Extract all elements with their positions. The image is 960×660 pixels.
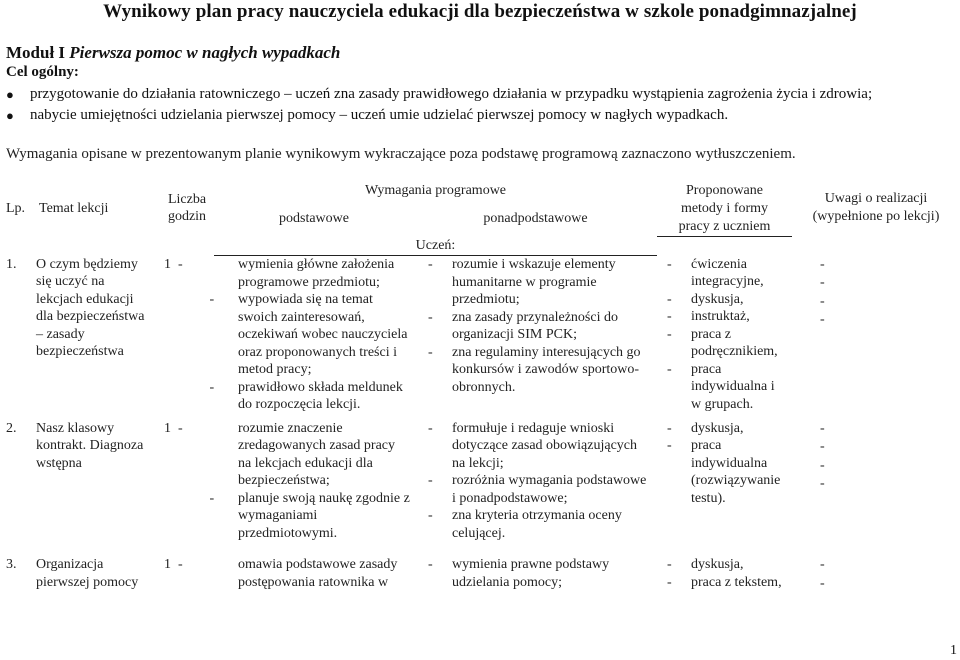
header-requirements: Wymagania programowe — [364, 183, 507, 198]
plan-table — [0, 180, 960, 593]
row-notes: - - - - — [820, 256, 825, 327]
list-item: - zna kryteria otrzymania oceny celującej. — [428, 508, 622, 541]
goal-list — [6, 84, 872, 126]
row-methods — [657, 256, 792, 420]
row-hours: 1 - — [164, 420, 183, 436]
document-title: Wynikowy plan pracy nauczyciela edukacji dla bezpieczeństwa w szkole ponadgimnazjalnej — [103, 1, 857, 22]
list-item: - praca z podręcznikiem, — [667, 326, 778, 359]
row-notes: - - — [820, 557, 825, 591]
bullet-icon: ● — [6, 86, 14, 102]
page-number: 1 — [950, 643, 957, 658]
row-methods — [657, 420, 792, 557]
list-item: - dyskusja, — [667, 557, 744, 572]
module-name: Pierwsza pomoc w nagłych wypadkach — [69, 43, 341, 62]
table-row — [0, 420, 960, 557]
list-item: - wymienia prawne podstawy udzielania pomocy; — [428, 557, 610, 590]
header-student: Uczeń: — [214, 237, 657, 256]
bullet-icon: ● — [6, 107, 14, 123]
row-lp: 2. — [6, 420, 17, 436]
row-topic: Nasz klasowy kontrakt. Diagnoza wstępna — [36, 420, 144, 471]
list-item: - ćwiczenia integracyjne, — [667, 256, 764, 289]
row-basic-requirements — [214, 556, 414, 593]
list-item: - praca z tekstem, — [667, 574, 782, 590]
row-methods — [657, 556, 792, 593]
row-hours: 1 - — [164, 557, 183, 572]
header-topic: Temat lekcji — [39, 201, 109, 216]
row-basic-requirements — [192, 256, 414, 420]
row-advanced-requirements — [414, 420, 657, 557]
list-item: rozumie znaczenie zredagowanych zasad pracy na lekcjach edukacji dla bezpieczeństwa; — [238, 420, 396, 488]
list-item: wymienia główne założenia programowe przedmiotu; — [238, 257, 395, 290]
header-basic: podstawowe — [279, 210, 349, 226]
list-item: - rozumie i wskazuje elementy humanitarne w programie przedmiotu; — [428, 257, 616, 307]
list-item: - praca indywidualna i w grupach. — [667, 361, 775, 412]
row-basic-requirements — [192, 420, 414, 557]
row-lp: 1. — [6, 256, 17, 272]
header-notes: Uwagi o realizacji (wypełnione po lekcji) — [812, 191, 940, 224]
list-item: - prawidłowo składa meldunek do rozpoczęcia lekcji. — [192, 379, 403, 412]
header-methods: Proponowane metody i formy pracy z uczniem — [657, 180, 792, 237]
table-row — [0, 556, 960, 593]
row-topic: O czym będziemy się uczyć na lekcjach edukacji dla bezpieczeństwa – zasady bezpieczeństwa — [36, 256, 145, 359]
row-lp: 3. — [6, 557, 17, 572]
row-advanced-requirements — [414, 556, 657, 593]
table-header-row — [0, 180, 960, 210]
module-label: Moduł I — [6, 43, 66, 62]
row-topic: Organizacja pierwszej pomocy — [36, 557, 139, 590]
list-item: - zna zasady przynależności do organizacji SIM PCK; — [428, 309, 618, 342]
module-heading — [6, 43, 340, 63]
requirements-note: Wymagania opisane w prezentowanym planie wynikowym wykraczające poza podstawę programową zaznaczono wytłuszczeniem. — [6, 146, 796, 162]
goal-item — [6, 105, 872, 126]
row-advanced-requirements — [414, 256, 657, 420]
goal-item — [6, 84, 872, 105]
goal-text: nabycie umiejętności udzielania pierwszej pomocy – uczeń umie udzielać pierwszej pomocy w nagłych wypadkach. — [30, 107, 729, 123]
goal-text: przygotowanie do działania ratowniczego – uczeń zna zasady prawidłowego działania w przypadku wystąpienia zagrożenia życia i zdrowia; — [30, 86, 873, 102]
row-notes: - - - - — [820, 420, 825, 491]
list-item: - planuje swoją naukę zgodnie z wymaganiami przedmiotowymi. — [192, 490, 410, 541]
list-item: - instruktaż, — [667, 309, 750, 324]
header-advanced: ponadpodstawowe — [483, 210, 588, 226]
list-item: - rozróżnia wymagania podstawowe i ponadpodstawowe; — [428, 473, 647, 506]
list-item: - zna regulaminy interesujących go konkursów i zawodów sportowo-obronnych. — [428, 344, 641, 395]
list-item: - wypowiada się na temat swoich zainteresowań, oczekiwań wobec nauczyciela oraz proponowanych treści i metod pracy; — [192, 292, 408, 377]
goal-label: Cel ogólny: — [6, 64, 79, 80]
list-item: - dyskusja, — [667, 420, 744, 436]
row-hours: 1 - — [164, 256, 183, 272]
table-student-row — [0, 237, 960, 256]
list-item: - formułuje i redaguje wnioski dotyczące zasad obowiązujących na lekcji; — [428, 420, 638, 471]
list-item: - praca indywidualna (rozwiązywanie testu). — [667, 438, 781, 506]
header-hours: Liczba godzin — [167, 192, 207, 224]
header-lp: Lp. — [6, 201, 26, 216]
list-item: omawia podstawowe zasady postępowania ratownika w — [238, 557, 398, 590]
list-item: - dyskusja, — [667, 291, 744, 307]
table-row — [0, 256, 960, 420]
